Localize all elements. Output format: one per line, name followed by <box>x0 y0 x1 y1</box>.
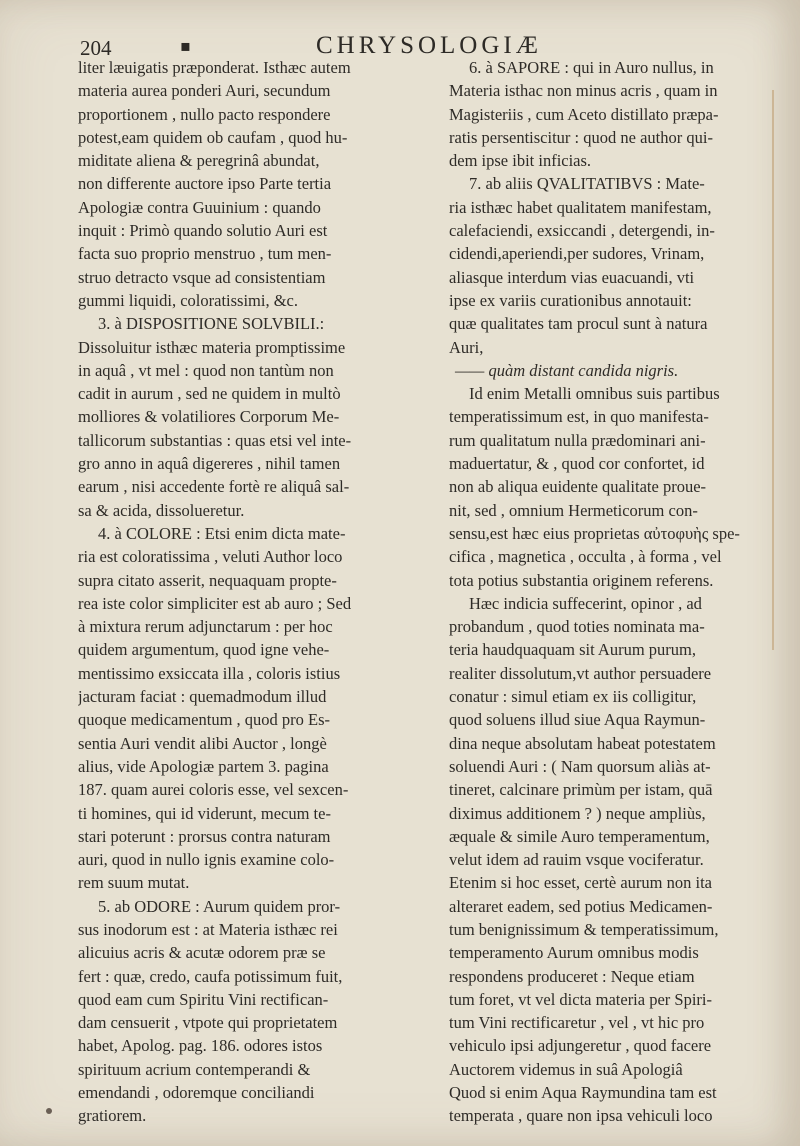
text-line: inquit : Primò quando solutio Auri est <box>78 221 328 241</box>
text-line: —— quàm distant candida nigris. <box>455 360 679 380</box>
text-line: Id enim Metalli omnibus suis partibus <box>469 384 720 404</box>
right-column <box>449 56 769 1128</box>
text-line: 187. quam aurei coloris esse, vel sexcen- <box>78 780 349 800</box>
text-line: nit, sed , omnium Hermeticorum con- <box>449 500 698 520</box>
running-head: CHRYSOLOGIÆ <box>316 32 542 59</box>
text-line: liter læuigatis præponderat. Isthæc autem <box>78 58 351 77</box>
text-line: tallicorum substantias : quas etsi vel inte- <box>78 430 352 450</box>
text-line: maduertatur, & , quod cor confortet, id <box>449 454 705 474</box>
text-line: rem suum mutat. <box>78 873 190 893</box>
text-line: Auctorem videmus in suâ Apologiâ <box>449 1059 683 1079</box>
text-line: earum , nisi accedente fortè re aliquâ sal- <box>78 477 350 497</box>
text-line: rea iste color simpliciter est ab auro ; Sed <box>78 593 352 613</box>
text-line: stari poterunt : prorsus contra naturam <box>78 826 331 846</box>
text-line: potest,eam quidem ob caufam , quod hu- <box>78 127 348 147</box>
text-line: Quod si enim Aqua Raymundina tam est <box>449 1083 717 1103</box>
text-line: in aquâ , vt mel : quod non tantùm non <box>78 360 334 380</box>
text-line: ratis persentiscitur : quod ne author qui- <box>449 127 713 147</box>
text-line: Dissoluitur isthæc materia promptissime <box>78 337 346 357</box>
text-line: non ab aliqua euidente qualitate proue- <box>449 477 707 497</box>
text-line: sensu,est hæc eius proprietas αὐτοφυὴς spe- <box>449 523 740 543</box>
text-line: probandum , quod toties nominata ma- <box>449 617 705 637</box>
text-line: jacturam faciat : quemadmodum illud <box>78 687 327 707</box>
text-line: diximus additionem ? ) neque ampliùs, <box>449 803 706 823</box>
text-line: supra citato asserit, nequaquam propte- <box>78 570 337 590</box>
text-line: tineret, calcinare primùm per istam, quā <box>449 780 713 800</box>
ornament-mark: ▪ <box>180 36 191 55</box>
text-line: ipse ex variis curationibus annotauit: <box>449 290 692 310</box>
text-line: aliasque interdum vias euacuandi, vti <box>449 267 695 287</box>
text-line: ria est coloratissima , veluti Author loco <box>78 547 343 567</box>
page-edge-stain <box>772 90 774 650</box>
text-line: vehiculo ipsi adjungeretur , quod facere <box>449 1036 712 1056</box>
text-line: æquale & simile Auro temperamentum, <box>449 826 710 846</box>
text-line: à mixtura rerum adjunctarum : per hoc <box>78 617 333 637</box>
text-line: conatur : simul etiam ex iis colligitur, <box>449 687 697 707</box>
text-line: molliores & volatiliores Corporum Me- <box>78 407 340 427</box>
text-line: facta suo proprio menstruo , tum men- <box>78 244 332 264</box>
text-line: quæ qualitates tam procul sunt à natura <box>449 314 708 334</box>
text-line: tum foret, vt vel dicta materia per Spiri- <box>449 989 712 1009</box>
text-line: gro anno in aquâ digereres , nihil tamen <box>78 454 341 474</box>
text-line: Magisteriis , cum Aceto distillato præpa- <box>449 104 719 124</box>
text-line: alius, vide Apologiæ partem 3. pagina <box>78 756 329 776</box>
text-line: fert : quæ, credo, caufa potissimum fuit, <box>78 966 343 986</box>
text-line: gratiorem. <box>78 1106 147 1126</box>
text-line: rum qualitatum nulla prædominari ani- <box>449 430 706 450</box>
text-line: quod soluens illud siue Aqua Raymun- <box>449 710 706 730</box>
text-line: sentia Auri vendit alibi Auctor , longè <box>78 733 327 753</box>
text-line: cidendi,aperiendi,per sudores, Vrinam, <box>449 244 705 264</box>
text-line: miditate aliena & peregrinâ abundat, <box>78 151 320 171</box>
text-line: quidem argumentum, quod igne vehe- <box>78 640 330 660</box>
text-line: 5. ab ODORE : Aurum quidem pror- <box>98 896 341 916</box>
text-line: Auri, <box>449 337 484 357</box>
text-line: spirituum acrium contemperandi & <box>78 1059 311 1079</box>
text-line: velut idem ad rauim vsque vociferatur. <box>449 850 704 870</box>
text-line: dina neque absolutam habeat potestatem <box>449 733 716 753</box>
text-line: respondens produceret : Neque etiam <box>449 966 695 986</box>
text-line: teria haudquaquam sit Aurum purum, <box>449 640 696 660</box>
text-line: Etenim si hoc esset, certè aurum non ita <box>449 873 713 893</box>
text-line: 7. ab aliis QVALITATIBVS : Mate- <box>469 174 705 194</box>
text-line: materia aurea ponderi Auri, secundum <box>78 81 331 101</box>
text-line: 3. à DISPOSITIONE SOLVBILI.: <box>98 314 325 334</box>
text-line: tum benignissimum & temperatissimum, <box>449 919 719 939</box>
text-line: habet, Apolog. pag. 186. odores istos <box>78 1036 323 1056</box>
text-line: ria isthæc habet qualitatem manifestam, <box>449 197 712 217</box>
text-line: sus inodorum est : at Materia isthæc rei <box>78 919 338 939</box>
text-line: gummi liquidi, coloratissimi, &c. <box>78 290 298 310</box>
text-line: temperatissimum est, in quo manifesta- <box>449 407 709 427</box>
text-line: alteraret eadem, sed potius Medicamen- <box>449 896 713 916</box>
text-line: quod eam cum Spiritu Vini rectifican- <box>78 989 329 1009</box>
text-line: alicuius acris & acutæ odorem præ se <box>78 943 326 963</box>
text-line: proportionem , nullo pacto respondere <box>78 104 331 124</box>
text-line: calefaciendi, exsiccandi , detergendi, in- <box>449 221 715 241</box>
text-line: struo detracto vsque ad consistentiam <box>78 267 326 287</box>
text-line: temperata , quare non ipsa vehiculi loco <box>449 1106 713 1126</box>
text-line: emendandi , odoremque conciliandi <box>78 1083 315 1103</box>
text-line: ti homines, qui id viderunt, mecum te- <box>78 803 331 823</box>
text-line: quoque medicamentum , quod pro Es- <box>78 710 331 730</box>
text-line: temperamento Aurum omnibus modis <box>449 943 699 963</box>
text-line: cadit in aurum , sed ne quidem in multò <box>78 384 341 404</box>
text-line: 4. à COLORE : Etsi enim dicta mate- <box>98 523 346 543</box>
text-line: Hæc indicia suffecerint, opinor , ad <box>469 593 702 613</box>
text-line: dem ipse ibit inficias. <box>449 151 592 171</box>
text-line: realiter dissolutum,vt author persuadere <box>449 663 712 683</box>
text-line: cifica , magnetica , occulta , à forma , vel <box>449 547 722 567</box>
text-line: non differente auctore ipso Parte tertia <box>78 174 332 194</box>
text-line: auri, quod in nullo ignis examine colo- <box>78 850 335 870</box>
left-column <box>78 56 418 1128</box>
ink-spot <box>46 1108 52 1114</box>
text-line: soluendi Auri : ( Nam quorsum aliàs at- <box>449 756 711 776</box>
text-line: tota potius substantia originem referens. <box>449 570 714 590</box>
page-number: 204 <box>80 36 112 60</box>
text-line: 6. à SAPORE : qui in Auro nullus, in <box>469 58 714 77</box>
text-line: mentissimo exsiccata illa , coloris istius <box>78 663 341 683</box>
text-line: sa & acida, dissolueretur. <box>78 500 245 520</box>
text-line: dam censuerit , vtpote qui proprietatem <box>78 1013 338 1033</box>
text-line: Materia isthac non minus acris , quam in <box>449 81 718 101</box>
text-line: tum Vini rectificaretur , vel , vt hic pro <box>449 1013 705 1033</box>
text-line: Apologiæ contra Guuinium : quando <box>78 197 321 217</box>
